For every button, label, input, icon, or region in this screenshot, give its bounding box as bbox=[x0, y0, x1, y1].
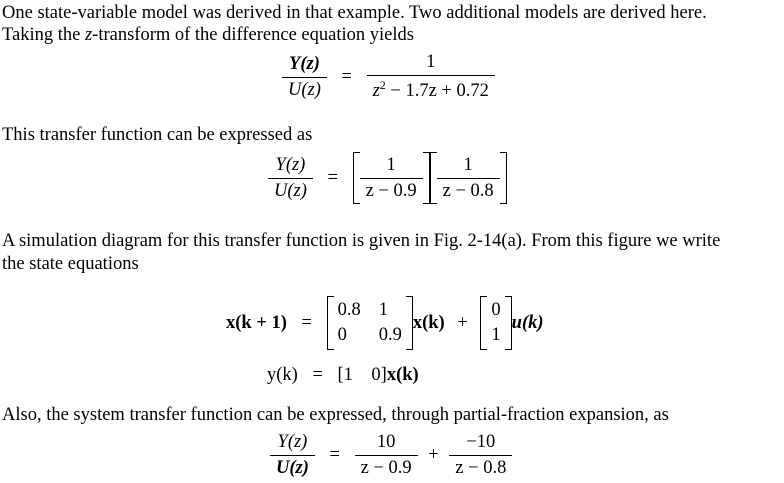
eq1-lhs-fraction bbox=[282, 54, 327, 101]
right-bracket bbox=[500, 152, 507, 204]
matrix-b bbox=[487, 298, 504, 348]
eq1-rhs-denominator: $z^2 - 1.7z + 0.72$ bbox=[372, 78, 489, 102]
equation-4-output bbox=[267, 365, 419, 386]
equation-5 bbox=[270, 432, 512, 479]
eq5-lhs-denominator: U(z) bbox=[276, 458, 309, 478]
equals-sign: = bbox=[341, 66, 352, 87]
left-bracket bbox=[327, 296, 334, 350]
equals-sign: = bbox=[329, 445, 340, 465]
eq5-term-2-numerator: −10 bbox=[466, 432, 496, 452]
eq2-factor-2-numerator: 1 bbox=[463, 154, 473, 175]
matrix-c: [1 0] bbox=[337, 365, 387, 385]
eq2-factor-1-denominator: z − 0.9 bbox=[365, 180, 417, 201]
eq4-lhs: y(k) bbox=[267, 365, 298, 385]
plus-sign: + bbox=[457, 312, 468, 333]
paragraph-3-line-2: the state equations bbox=[2, 254, 139, 274]
matrix-b-cell: 1 bbox=[491, 325, 501, 345]
right-bracket bbox=[505, 296, 512, 350]
paragraph-1-line-2 bbox=[2, 24, 414, 47]
eq2-factor-2 bbox=[437, 155, 500, 202]
text-segment: -transform of the difference equation yields bbox=[92, 25, 414, 45]
paragraph-3-line-1: A simulation diagram for this transfer function is given in Fig. 2-14(a). From this figure we write bbox=[2, 231, 721, 251]
equals-sign: = bbox=[312, 365, 323, 385]
eq3-lhs: x(k + 1) bbox=[226, 312, 287, 333]
eq2-lhs-denominator: U(z) bbox=[274, 180, 307, 201]
paragraph-1-line-1: One state-variable model was derived in that example. Two additional models are derived here. bbox=[2, 3, 707, 23]
plus-sign: + bbox=[428, 445, 439, 465]
equation-2 bbox=[268, 152, 507, 204]
right-bracket bbox=[406, 296, 413, 350]
matrix-a bbox=[334, 298, 406, 348]
eq1-lhs-denominator: U(z) bbox=[288, 79, 321, 100]
left-bracket bbox=[480, 296, 487, 350]
right-bracket bbox=[423, 152, 430, 204]
equation-3-state bbox=[226, 296, 544, 350]
eq2-factor-1-numerator: 1 bbox=[386, 154, 396, 175]
matrix-a-cell: 0.9 bbox=[378, 325, 402, 345]
eq3-uk: u(k) bbox=[511, 312, 544, 333]
eq5-lhs-fraction bbox=[270, 432, 315, 479]
eq5-lhs-numerator: Y(z) bbox=[277, 432, 308, 452]
equals-sign: = bbox=[301, 312, 312, 333]
equals-sign: = bbox=[327, 167, 338, 188]
matrix-a-cell: 1 bbox=[378, 300, 388, 320]
eq5-term-1-denominator: z − 0.9 bbox=[360, 458, 412, 478]
eq3-xk: x(k) bbox=[412, 312, 445, 333]
eq5-term-2-denominator: z − 0.8 bbox=[455, 458, 507, 478]
eq5-term-1 bbox=[355, 432, 418, 479]
eq2-factor-1 bbox=[360, 155, 423, 202]
matrix-a-cell: 0 bbox=[337, 325, 347, 345]
eq5-term-1-numerator: 10 bbox=[376, 432, 396, 452]
left-bracket bbox=[430, 152, 437, 204]
left-bracket bbox=[353, 152, 360, 204]
eq5-term-2 bbox=[449, 432, 512, 479]
eq2-lhs-fraction bbox=[268, 155, 313, 202]
paragraph-4: Also, the system transfer function can be expressed, through partial-fraction expansion, as bbox=[2, 405, 669, 425]
eq1-rhs-fraction bbox=[367, 52, 495, 102]
matrix-b-cell: 0 bbox=[491, 300, 501, 320]
equation-1 bbox=[282, 52, 495, 102]
eq1-rhs-numerator: 1 bbox=[426, 52, 436, 72]
eq2-factor-2-denominator: z − 0.8 bbox=[442, 180, 494, 201]
eq2-lhs-numerator: Y(z) bbox=[275, 154, 306, 175]
paragraph-2: This transfer function can be expressed as bbox=[2, 125, 313, 145]
eq1-lhs-numerator: Y(z) bbox=[289, 53, 320, 74]
eq4-xk: x(k) bbox=[386, 365, 419, 385]
text-segment: Taking the bbox=[2, 25, 85, 45]
variable-z: z bbox=[84, 25, 93, 45]
matrix-a-cell: 0.8 bbox=[337, 300, 361, 320]
